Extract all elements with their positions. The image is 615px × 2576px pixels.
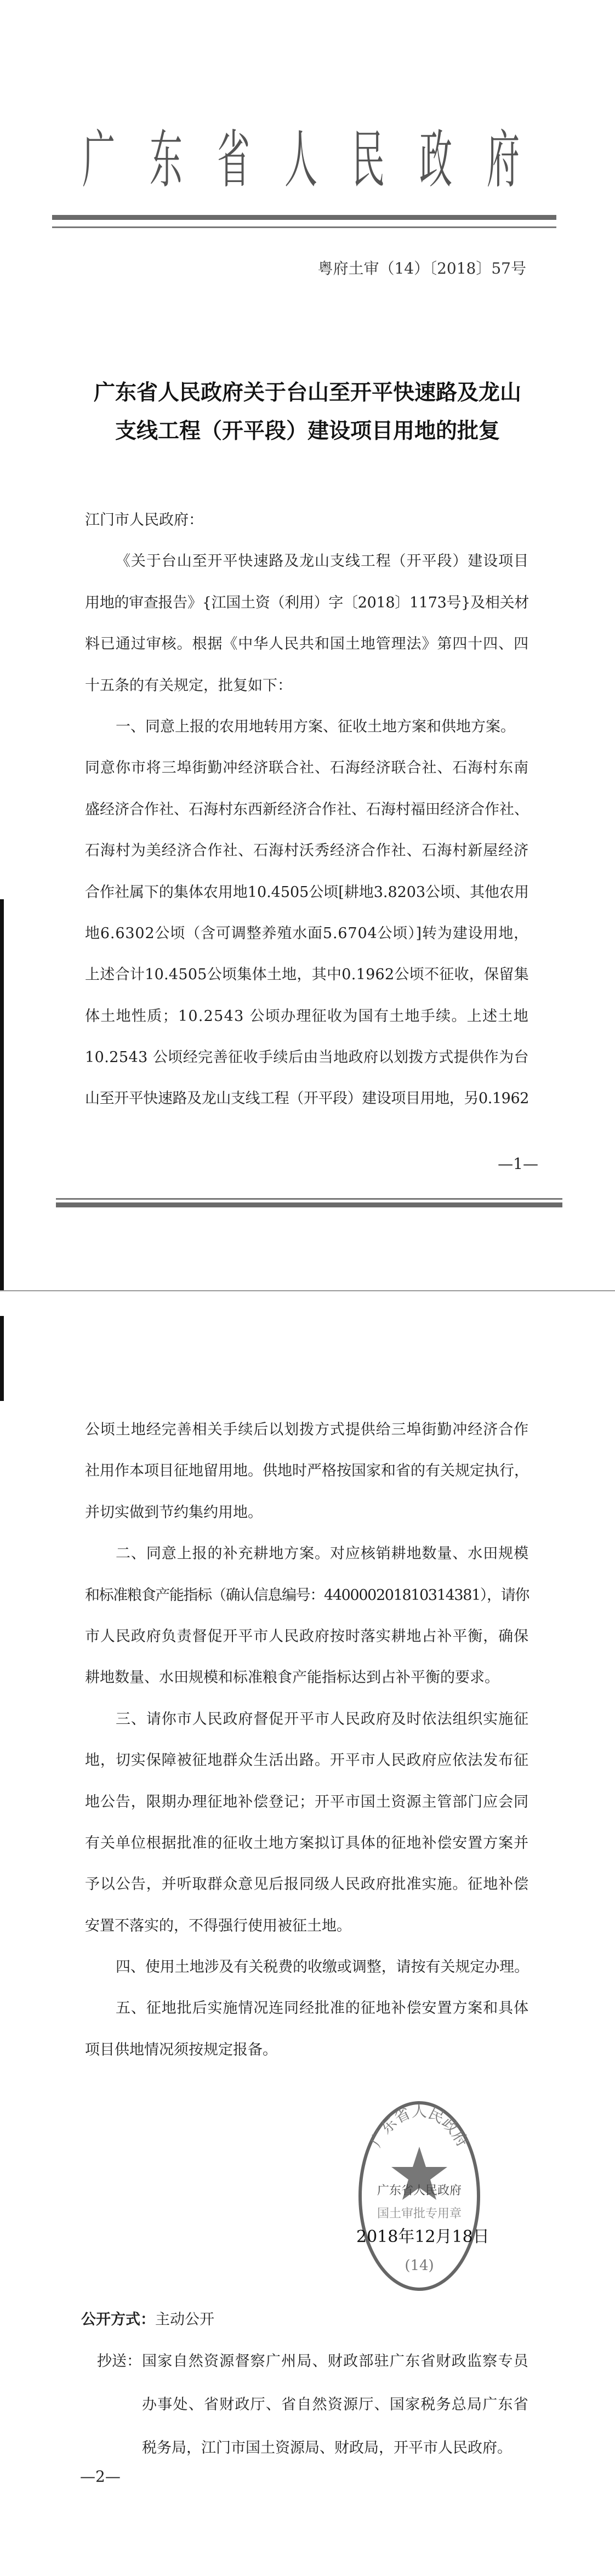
body-line: 社用作本项目征地留用地。供地时严格按国家和省的有关规定执行， [85, 1462, 529, 1480]
heading-line-2: 支线工程（开平段）建设项目用地的批复 [115, 418, 500, 444]
scan-edge [0, 899, 4, 1290]
cc-label: 抄送： [97, 2353, 141, 2370]
body-line: 公顷土地经完善相关手续后以划拨方式提供给三埠街勤冲经济合作 [85, 1421, 529, 1438]
body-line: 五、征地批后实施情况连同经批准的征地补偿安置方案和具体 [116, 2000, 529, 2017]
page-number-2: —2— [80, 2467, 121, 2486]
letterhead-title [82, 124, 554, 197]
page-number-1: —1— [498, 1155, 538, 1173]
letterhead-thin-rule [52, 226, 556, 228]
letterhead-title-text: 广东省人民政府 [82, 124, 554, 197]
footer-thin-rule [56, 1198, 562, 1200]
cc-list [97, 2340, 530, 2470]
page2-body [85, 1409, 529, 2070]
letterhead-thick-rule [52, 215, 556, 220]
disclosure-label: 公开方式： [81, 2311, 155, 2328]
body-line: 二、同意上报的补充耕地方案。对应核销耕地数量、水田规模 [116, 1545, 529, 1563]
seal-code: (14) [405, 2257, 434, 2274]
page1-body [85, 500, 529, 1120]
body-line: 料已通过审核。根据《中华人民共和国土地管理法》第四十四、四 [85, 636, 529, 653]
body-line: 和标准粮食产能指标（确认信息编号：440000201810314381），请你 [85, 1586, 529, 1604]
body-line: 合作社属下的集体农用地10.4505公顷[耕地3.8203公顷、其他农用 [85, 883, 529, 901]
body-line: 地公告，限期办理征地补偿登记；开平市国土资源主管部门应会同 [85, 1793, 529, 1811]
body-line: 《关于台山至开平快速路及龙山支线工程（开平段）建设项目 [116, 553, 529, 570]
body-line: 予以公告，并听取群众意见后报同级人民政府批准实施。征地补偿 [85, 1876, 529, 1893]
scan-edge [0, 1316, 4, 1401]
body-line: 10.2543 公顷经完善征收手续后由当地政府以划拨方式提供作为台 [85, 1049, 529, 1066]
body-line: 四、使用土地涉及有关税费的收缴或调整，请按有关规定办理。 [116, 1959, 529, 1976]
body-line: 地，切实保障被征地群众生活出路。开平市人民政府应依法发布征 [85, 1752, 529, 1769]
cc-line: 税务局，江门市国土资源局、财政局，开平市人民政府。 [142, 2439, 512, 2456]
body-line: 有关单位根据批准的征收土地方案拟订具体的征地补偿安置方案并 [85, 1834, 529, 1852]
body-line: 同意你市将三埠街勤冲经济联合社、石海经济联合社、石海村东南 [85, 759, 529, 777]
salutation: 江门市人民政府： [85, 512, 203, 529]
body-line: 上述合计10.4505公顷集体土地，其中0.1962公顷不征收，保留集 [85, 966, 529, 984]
body-line: 一、同意上报的农用地转用方案、征收土地方案和供地方案。 [116, 718, 515, 735]
body-line: 并切实做到节约集约用地。 [85, 1503, 263, 1521]
document-number: 粤府土审（14）〔2018〕57号 [317, 259, 526, 277]
body-line: 山至开平快速路及龙山支线工程（开平段）建设项目用地，另0.1962 [85, 1090, 529, 1108]
issue-date: 2018年12月18日 [356, 2227, 489, 2246]
body-line: 十五条的有关规定，批复如下： [85, 677, 292, 694]
official-seal [345, 2095, 493, 2297]
body-line: 三、请你市人民政府督促开平市人民政府及时依法组织实施征 [116, 1710, 529, 1728]
disclosure-value: 主动公开 [155, 2311, 214, 2328]
page-separator [0, 1290, 615, 1291]
body-line: 体土地性质；10.2543 公顷办理征收为国有土地手续。上述土地 [85, 1007, 529, 1025]
document-heading [82, 373, 533, 450]
body-line: 项目供地情况须按规定报备。 [85, 2041, 277, 2058]
cc-line: 办事处、省财政厅、省自然资源厅、国家税务总局广东省 [142, 2396, 529, 2413]
seal-purpose-text: 国土审批专用章 [377, 2207, 462, 2221]
footer-thick-rule [56, 1202, 562, 1207]
body-line: 地6.6302公顷（含可调整养殖水面5.6704公顷）]转为建设用地， [85, 924, 529, 942]
body-line: 耕地数量、水田规模和标准粮食产能指标达到占补平衡的要求。 [85, 1669, 499, 1687]
heading-line-1: 广东省人民政府关于台山至开平快速路及龙山 [93, 380, 521, 405]
seal-inner-text: 广东省人民政府 [377, 2184, 462, 2198]
body-line: 石海村为美经济合作社、石海村沃秀经济合作社、石海村新屋经济 [85, 842, 529, 860]
body-line: 安置不落实的，不得强行使用被征土地。 [85, 1917, 351, 1934]
disclosure [81, 2307, 214, 2329]
body-line: 盛经济合作社、石海村东西新经济合作社、石海村福田经济合作社、 [85, 801, 529, 818]
body-line: 用地的审查报告》{江国土资（利用）字〔2018〕1173号}及相关材 [85, 594, 529, 611]
seal-arc-text: 广东省人民政府 [367, 2102, 472, 2151]
body-line: 市人民政府负责督促开平市人民政府按时落实耕地占补平衡，确保 [85, 1627, 529, 1645]
cc-line: 国家自然资源督察广州局、财政部驻广东省财政监察专员 [142, 2353, 529, 2370]
